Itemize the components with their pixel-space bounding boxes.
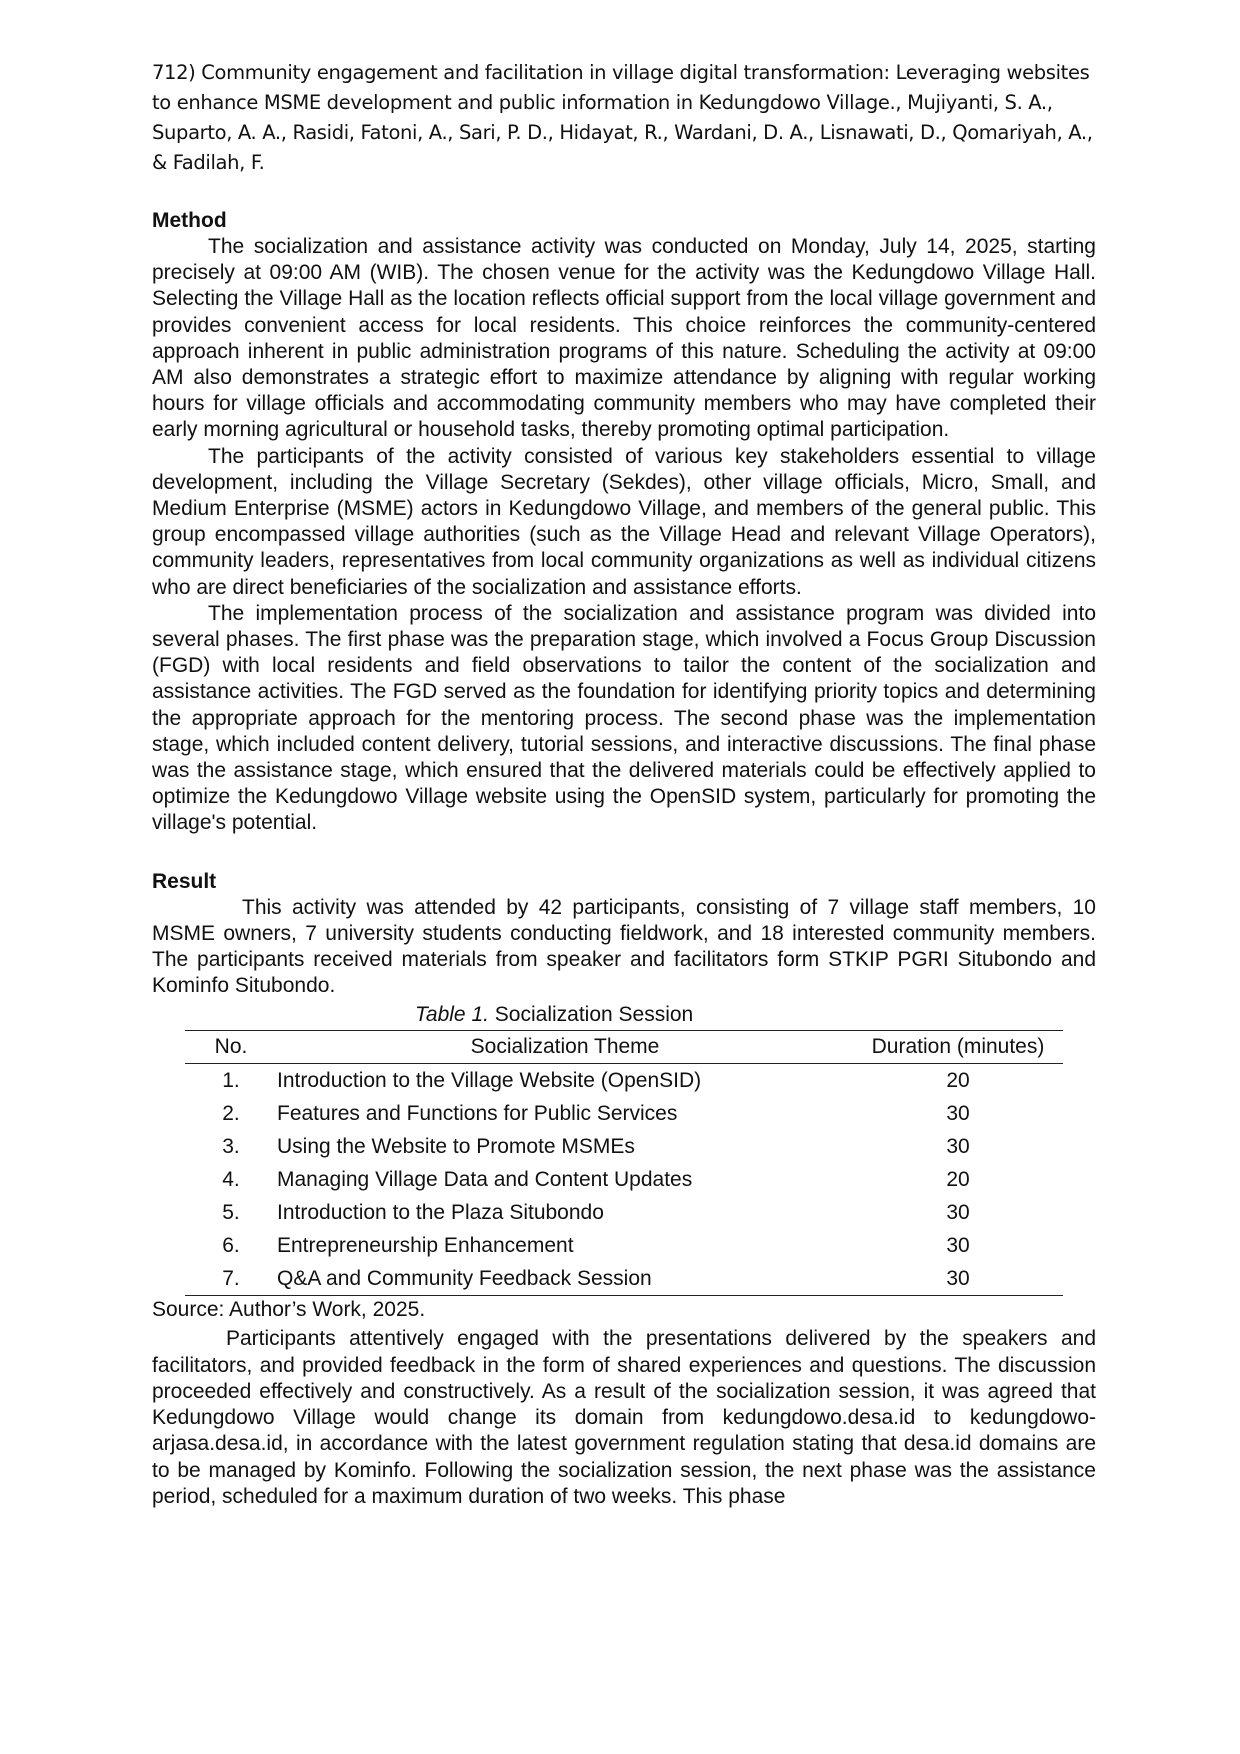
table-row [185, 1130, 1063, 1163]
table-row [185, 1064, 1063, 1098]
table-caption-label: Table 1. [415, 1003, 489, 1027]
row-theme: Q&A and Community Feedback Session [277, 1262, 853, 1296]
row-no: 1. [222, 1068, 240, 1092]
row-theme: Managing Village Data and Content Updates [277, 1167, 693, 1191]
row-theme: Entrepreneurship Enhancement [277, 1233, 574, 1257]
row-no: 5. [222, 1200, 240, 1224]
table-header-row [185, 1031, 1063, 1064]
table-row [185, 1163, 1063, 1196]
row-duration: 30 [853, 1262, 1063, 1296]
row-duration: 20 [946, 1167, 970, 1191]
row-no: 2. [222, 1101, 240, 1125]
row-theme: Introduction to the Village Website (OpenSID) [277, 1068, 702, 1092]
method-paragraph-3: The implementation process of the socialization and assistance program was divided into several phases. The first phase was the preparation stage, which involved a Focus Group Discussion (FGD) with local residents and field observations to tailor the content of the socialization and assistance activities. The FGD served as the foundation for identifying priority topics and determining the appropriate approach for the mentoring process. The second phase was the implementation stage, which included content delivery, tutorial sessions, and interactive discussions. The final phase was the assistance stage, which ensured that the delivered materials could be effectively applied to optimize the Kedungdowo Village website using the OpenSID system, particularly for promoting the village's potential. [152, 601, 1096, 835]
socialization-session-table [185, 1030, 1063, 1296]
row-duration: 30 [946, 1101, 970, 1125]
table-caption-text: Socialization Session [494, 1003, 694, 1027]
table-row [185, 1262, 1063, 1296]
method-heading: Method [152, 209, 227, 232]
table-row [185, 1229, 1063, 1262]
table-caption [152, 1002, 1096, 1028]
row-theme: Introduction to the Plaza Situbondo [277, 1200, 604, 1224]
result-closing-paragraph: Participants attentively engaged with the presentations delivered by the speakers and facilitators, and provided feedback in the form of shared experiences and questions. The discussion proceeded effectively and constructively. As a result of the socialization session, it was agreed that Kedungdowo Village would change its domain from kedungdowo.desa.id to kedungdowo-arjasa.desa.id, in accordance with the latest government regulation stating that desa.id domains are to be managed by Kominfo. Following the socialization session, the next phase was the assistance period, scheduled for a maximum duration of two weeks. This phase [152, 1327, 1096, 1508]
result-intro-paragraph: This activity was attended by 42 participants, consisting of 7 village staff members, 10 MSME owners, 7 university students conducting fieldwork, and 18 interested community members. The participants received materials from speaker and facilitators form STKIP PGRI Situbondo and Kominfo Situbondo. [152, 895, 1096, 998]
row-no: 4. [222, 1167, 240, 1191]
row-duration: 30 [946, 1134, 970, 1158]
method-paragraph-2: The participants of the activity consisted of various key stakeholders essential to village development, including the Village Secretary (Sekdes), other village officials, Micro, Small, and Medium Enterprise (MSME) actors in Kedungdowo Village, and members of the general public. This group encompassed village authorities (such as the Village Head and relevant Village Operators), community leaders, representatives from local community organizations as well as individual citizens who are direct beneficiaries of the socialization and assistance efforts. [152, 444, 1096, 599]
header-duration: Duration (minutes) [853, 1031, 1063, 1064]
row-no: 3. [222, 1134, 240, 1158]
table-row [185, 1196, 1063, 1229]
paper-page [152, 58, 1096, 1510]
result-heading: Result [152, 869, 217, 893]
header-theme: Socialization Theme [277, 1031, 853, 1064]
row-theme: Features and Functions for Public Services [277, 1101, 678, 1125]
method-paragraph-1: The socialization and assistance activity was conducted on Monday, July 14, 2025, starting precisely at 09:00 AM (WIB). The chosen venue for the activity was the Kedungdowo Village Hall. Selecting the Village Hall as the location reflects official support from the local village government and provides convenient access for local residents. This choice reinforces the community-centered approach inherent in public administration programs of this nature. Scheduling the activity at 09:00 AM also demonstrates a strategic effort to maximize attendance by aligning with regular working hours for village officials and accommodating community members who may have completed their early morning agricultural or household tasks, thereby promoting optimal participation. [152, 235, 1096, 442]
header-no: No. [185, 1031, 277, 1064]
table-source: Source: Author’s Work, 2025. [152, 1298, 426, 1322]
row-duration: 20 [946, 1068, 970, 1092]
row-duration: 30 [946, 1233, 970, 1257]
row-no: 7. [185, 1262, 277, 1296]
row-theme: Using the Website to Promote MSMEs [277, 1134, 635, 1158]
row-duration: 30 [946, 1200, 970, 1224]
table-row [185, 1097, 1063, 1130]
running-head: 712) Community engagement and facilitation in village digital transformation: Leveraging websites to enhance MSME development and public information in Kedungdowo Village., Mujiyanti, S. A., Suparto, A. A., Rasidi, Fatoni, A., Sari, P. D., Hidayat, R., Wardani, D. A., Lisnawati, D., Qomariyah, A., & Fadilah, F. [152, 61, 1093, 174]
row-no: 6. [222, 1233, 240, 1257]
